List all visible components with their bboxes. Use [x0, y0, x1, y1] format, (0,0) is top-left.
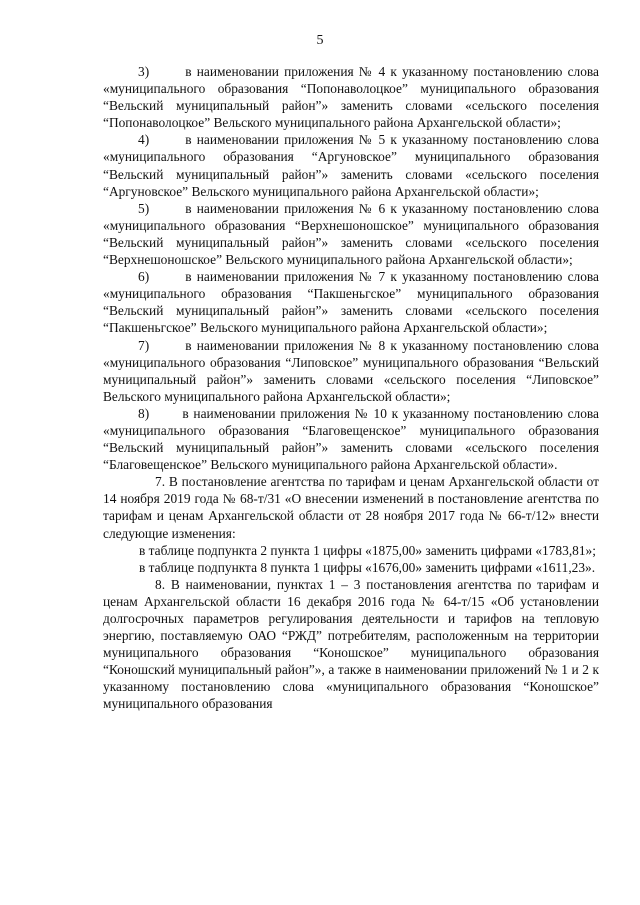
document-body: [103, 63, 599, 713]
list-item-7: 7) в наименовании приложения № 8 к указанному постановлению слова «муниципального образования “Липовское” муниципального образования “Вельский муниципальный район”» заменить словами «сельского поселения “Липовское” Вельского муниципального района Архангельской области»;: [103, 337, 599, 404]
list-item-6: 6) в наименовании приложения № 7 к указанному постановлению слова «муниципального образования “Пакшеньгское” муниципального образования “Вельский муниципальный район”» заменить словами «сельского поселения “Пакшеньгское” Вельского муниципального района Архангельской области»;: [103, 269, 599, 336]
list-item-8: 8) в наименовании приложения № 10 к указанному постановлению слова «муниципального образования “Благовещенское” муниципального образования “Вельский муниципальный район”» заменить словами «сельского поселения “Благовещенское” Вельского муниципального района Архангельской области».: [103, 405, 599, 473]
list-item-4: 4) в наименовании приложения № 5 к указанному постановлению слова «муниципального образования “Аргуновское” муниципального образования “Вельский муниципальный район”» заменить словами «сельского поселения “Аргуновское” Вельского муниципального района Архангельской области»;: [103, 132, 599, 199]
paragraph-8: 8. В наименовании, пунктах 1 – 3 постановления агентства по тарифам и ценам Архангельской области 16 декабря 2016 года № 64-т/15 «Об установлении долгосрочных параметров регулирования деятельности и тарифов на тепловую энергию, поставляемую ОАО “РЖД” потребителям, расположенным на территории муниципального образования “Коношское” муниципального образования “Коношский муниципальный район”», а также в наименовании приложений № 1 и 2 к указанному постановлению слова «муниципального образования “Коношское” муниципального образования: [103, 576, 599, 712]
page-number: 5: [316, 33, 324, 48]
paragraph-7: 7. В постановление агентства по тарифам и ценам Архангельской области от 14 ноября 2019 года № 68-т/31 «О внесении изменений в постановление агентства по тарифам и ценам Архангельской области от 28 ноября 2017 года № 66-т/12» внести следующие изменения:: [103, 474, 599, 541]
paragraph-7-sub-1: в таблице подпункта 2 пункта 1 цифры «1875,00» заменить цифрами «1783,81»;: [139, 542, 596, 558]
paragraph-7-sub-2: в таблице подпункта 8 пункта 1 цифры «1676,00» заменить цифрами «1611,23».: [139, 559, 596, 575]
list-item-3: 3) в наименовании приложения № 4 к указанному постановлению слова «муниципального образования “Попонаволоцкое” муниципального образования “Вельский муниципальный район”» заменить словами «сельского поселения “Попонаволоцкое” Вельского муниципального района Архангельской области»;: [103, 64, 599, 131]
list-item-5: 5) в наименовании приложения № 6 к указанному постановлению слова «муниципального образования “Верхнешоношское” муниципального образования “Вельский муниципальный район”» заменить словами «сельского поселения “Верхнешоношское” Вельского муниципального района Архангельской области»;: [103, 200, 599, 268]
